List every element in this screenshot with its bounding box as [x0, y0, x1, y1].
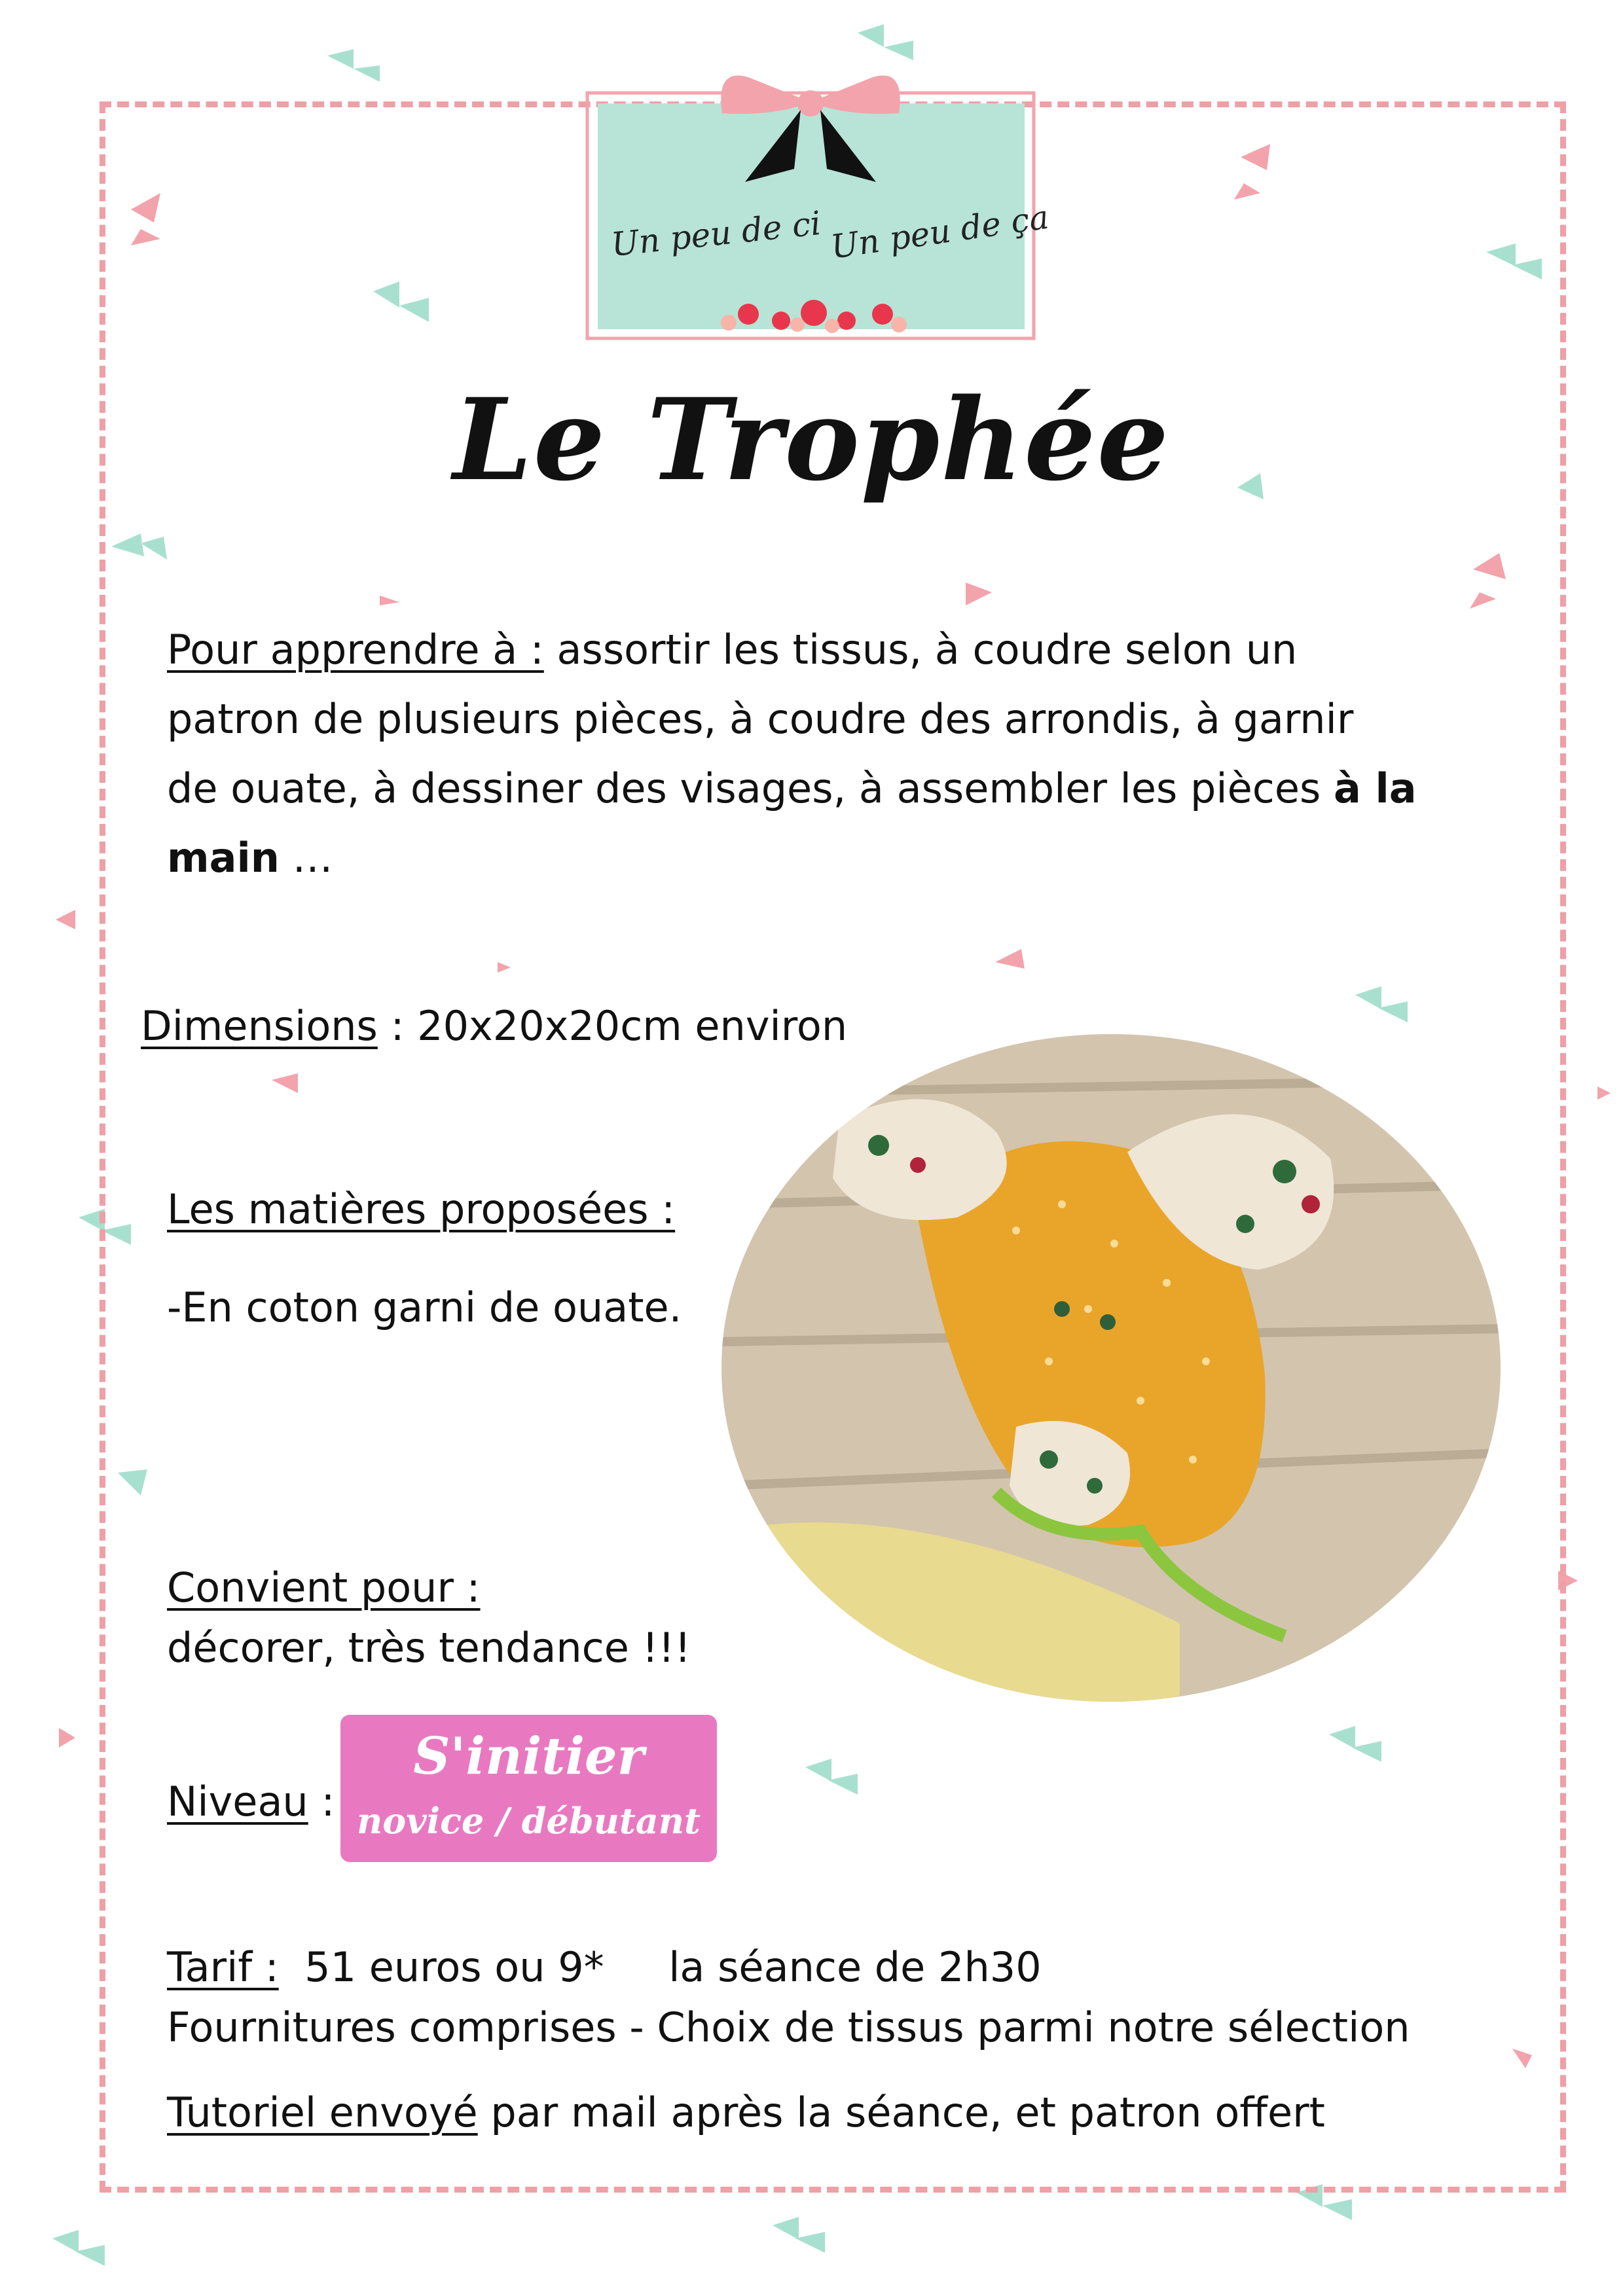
tutorial-label: Tutoriel envoyé [167, 2089, 478, 2136]
tutorial-value: par mail après la séance, et patron offert [477, 2089, 1325, 2136]
price-value: 51 euros ou 9* la séance de 2h30 [278, 1943, 1042, 1991]
logo-text-right: Un peu de ça [828, 198, 1051, 266]
learn-bold-line4: main [167, 834, 280, 882]
level-badge-title: S'initier [413, 1727, 644, 1786]
suits-value: décorer, très tendance !!! [167, 1624, 691, 1672]
materials-value: -En coton garni de ouate. [167, 1283, 682, 1331]
level-line [167, 1767, 335, 1837]
trophy-illustration [721, 1034, 1501, 1702]
suits-block [167, 1558, 691, 1678]
level-badge-subtitle: novice / débutant [357, 1800, 701, 1842]
suits-label: Convient pour : [167, 1564, 481, 1611]
logo [585, 64, 1051, 349]
learn-after-bold: … [279, 834, 333, 882]
dimensions-value: : 20x20x20cm environ [377, 1002, 848, 1050]
learn-bold-end: à la [1334, 764, 1417, 812]
level-label: Niveau [167, 1778, 308, 1825]
materials-label [167, 1175, 675, 1244]
learn-line1: assortir les tissus, à coudre selon un [543, 626, 1298, 673]
dimensions-label: Dimensions [141, 1002, 378, 1050]
supplies-line: Fournitures comprises - Choix de tissus parmi notre sélection [167, 2003, 1410, 2051]
page-title: Le Trophée [452, 373, 1171, 506]
dimensions-line [141, 992, 847, 1061]
level-badge [340, 1715, 717, 1862]
materials-label-text: Les matières proposées : [167, 1185, 676, 1233]
fabric-trophy-photo [721, 1034, 1501, 1702]
learn-label: Pour apprendre à : [167, 626, 544, 673]
logo-text-left: Un peu de ci [609, 204, 823, 264]
learn-line2: patron de plusieurs pièces, à coudre des arrondis, à garnir [167, 695, 1354, 743]
level-sep: : [308, 1778, 335, 1825]
learn-line3: de ouate, à dessiner des visages, à assembler les pièces [167, 764, 1334, 812]
tutorial-line [167, 2078, 1325, 2147]
price-block [167, 1937, 1410, 2058]
learn-paragraph [167, 615, 1476, 893]
price-label: Tarif : [167, 1943, 279, 1991]
